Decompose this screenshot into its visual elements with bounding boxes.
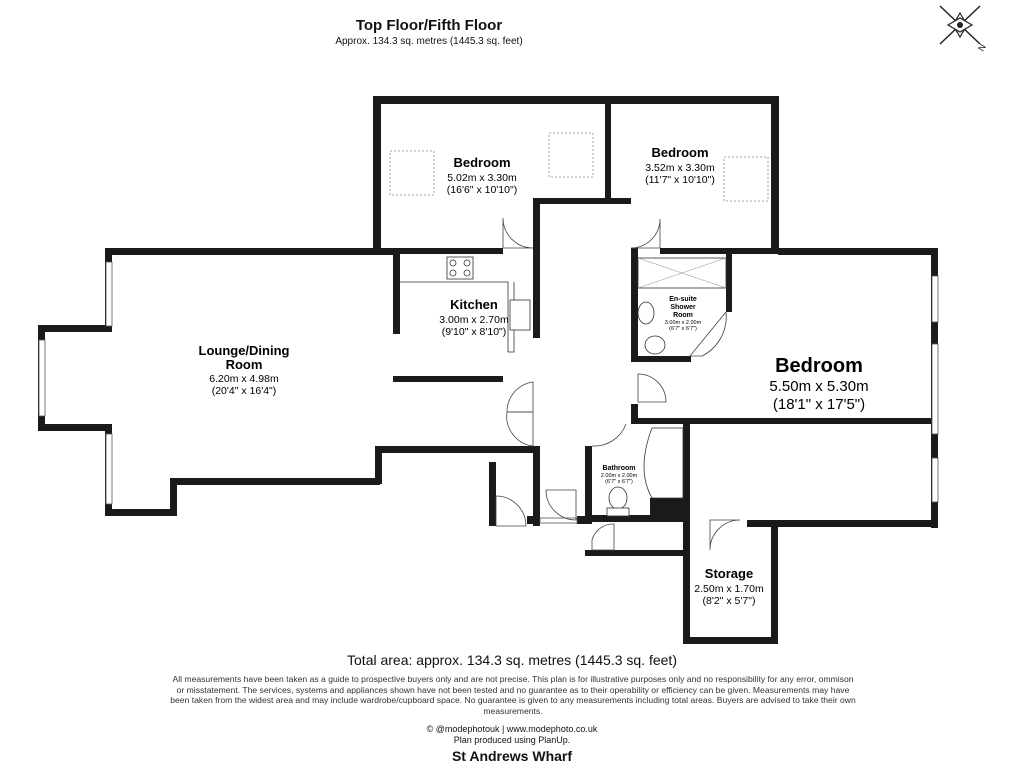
room-imperial: (20'4" x 16'4") bbox=[211, 385, 277, 397]
room-imperial: (8'2" x 5'7") bbox=[702, 595, 756, 607]
room-name: Storage bbox=[704, 566, 754, 581]
bathroom-toilet-icon bbox=[609, 487, 627, 509]
room-metric: 6.20m x 4.98m bbox=[209, 373, 279, 385]
room-metric: 3.00m x 2.00m bbox=[664, 320, 702, 326]
room-metric: 3.52m x 3.30m bbox=[645, 162, 715, 174]
room-name-line1: En-suite bbox=[669, 296, 697, 303]
ensuite-basin-icon bbox=[638, 302, 654, 324]
credit-block bbox=[0, 724, 1024, 746]
room-label-bedroom-right bbox=[645, 145, 715, 186]
room-label-bathroom bbox=[601, 465, 638, 485]
property-name: St Andrews Wharf bbox=[451, 748, 573, 764]
room-name: Bedroom bbox=[453, 155, 511, 170]
kitchen-sink-icon bbox=[510, 300, 530, 330]
credit-line-2: Plan produced using PlanUp. bbox=[453, 735, 571, 745]
disclaimer-text: All measurements have been taken as a guide to prospective buyers only and are not precise. This plan is for illustrative purposes only and no responsibility for any error, ommison or misstatement. The services, systems and appliances shown have not been tested and no guarantee as to their operability or efficiency can be given. Measurements may have been taken from the widest area and may include wardrobe/cupboard space. No guarantee is given to any measurements including total areas. Buyers are advised to take their own measurements. bbox=[170, 674, 856, 716]
room-metric: 2.50m x 1.70m bbox=[694, 583, 764, 595]
room-name: Bathroom bbox=[602, 465, 636, 472]
room-metric: 5.50m x 5.30m bbox=[769, 378, 869, 395]
plan-title: Top Floor/Fifth Floor bbox=[355, 17, 503, 34]
room-name: Bedroom bbox=[651, 145, 709, 160]
room-label-lounge bbox=[199, 343, 290, 397]
room-name-line3: Room bbox=[673, 312, 693, 319]
bathtub-icon bbox=[644, 428, 683, 498]
compass-north-label: N bbox=[976, 42, 988, 53]
ensuite-toilet-icon bbox=[645, 336, 665, 354]
room-label-kitchen bbox=[439, 297, 509, 338]
room-imperial: (16'6" x 10'10") bbox=[446, 184, 518, 196]
room-imperial: (6'7" x 6'7") bbox=[605, 479, 633, 485]
room-imperial: (9'10" x 8'10") bbox=[441, 326, 507, 338]
hob-icon bbox=[447, 257, 473, 279]
room-metric: 3.00m x 2.70m bbox=[439, 314, 509, 326]
room-name-line2: Room bbox=[225, 357, 263, 372]
credit-line-1: © @modephotouk | www.modephoto.co.uk bbox=[426, 724, 598, 734]
room-name: Bedroom bbox=[775, 355, 863, 377]
room-imperial: (11'7" x 10'10") bbox=[645, 174, 715, 186]
room-label-ensuite bbox=[665, 296, 702, 332]
room-label-bedroom-left bbox=[447, 155, 517, 196]
room-imperial: (6'7" x 6'7") bbox=[669, 326, 697, 332]
room-metric: 5.02m x 3.30m bbox=[447, 172, 517, 184]
room-label-storage bbox=[694, 566, 764, 607]
room-name-line2: Shower bbox=[670, 304, 696, 311]
room-imperial: (18'1" x 17'5") bbox=[772, 396, 866, 413]
total-area: Total area: approx. 134.3 sq. metres (1445.3 sq. feet) bbox=[347, 652, 677, 668]
room-metric: 2.00m x 2.00m bbox=[600, 473, 638, 479]
room-name: Kitchen bbox=[450, 297, 498, 312]
room-name-line1: Lounge/Dining bbox=[198, 343, 290, 358]
plan-area-subtitle: Approx. 134.3 sq. metres (1445.3 sq. feet) bbox=[335, 36, 523, 47]
room-label-master-bedroom bbox=[769, 355, 868, 413]
compass-icon bbox=[940, 6, 988, 53]
